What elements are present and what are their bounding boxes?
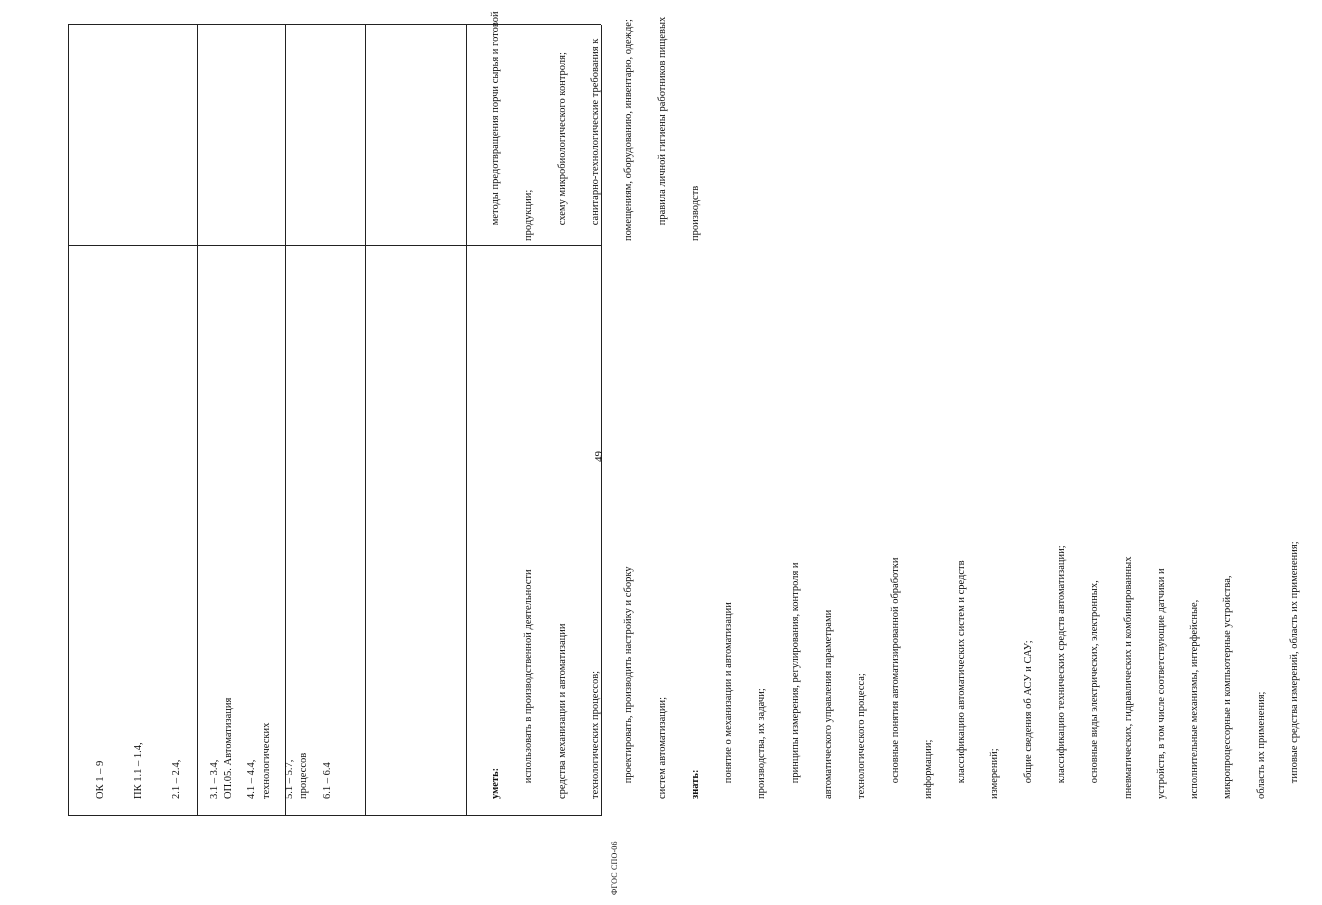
skills-line: средства механизации и автоматизации — [556, 623, 568, 799]
competency-line: ОК 1 – 9 — [95, 760, 107, 799]
competency-line: 6.1 – 6.4 — [321, 762, 333, 799]
knowledge-line: типовые средства измерений, область их применения; — [1288, 541, 1300, 799]
knowledge-line: микропроцессорные и компьютерные устройства, — [1222, 575, 1234, 799]
previous-line: продукции; — [523, 189, 535, 241]
previous-line: схему микробиологического контроля; — [556, 52, 568, 241]
discipline-line: процессов — [298, 752, 309, 799]
knowledge-line: область их применения; — [1255, 691, 1267, 799]
table-line-col-4 — [466, 25, 467, 816]
previous-line: производств — [689, 185, 701, 241]
knowledge-line: общие сведения об АСУ и САУ; — [1022, 640, 1034, 799]
previous-line: методы предотвращения порчи сырья и готовой — [490, 11, 502, 241]
skills-heading: уметь: — [490, 767, 502, 799]
table-line-right — [68, 24, 601, 25]
competency-line: 3.1 – 3.4, — [208, 759, 220, 799]
knowledge-heading: знать: — [689, 769, 701, 799]
competency-line: 5.1 – 5.7, — [284, 759, 296, 799]
knowledge-line: пневматических, гидравлических и комбинированных — [1122, 556, 1134, 799]
page-number: 49 — [593, 451, 605, 462]
competency-line: 2.1 – 2.4, — [170, 759, 182, 799]
discipline-line: ОП.05. Автоматизация — [223, 697, 234, 799]
skills-knowledge-text — [468, 254, 1322, 799]
previous-discipline-text — [468, 11, 723, 241]
table-line-top — [68, 25, 69, 816]
previous-line: санитарно-технологические требования к — [590, 38, 602, 241]
knowledge-line: автоматического управления параметрами — [823, 609, 834, 799]
table-line-row-split — [68, 245, 601, 246]
discipline-line: технологических — [260, 722, 272, 799]
table-line-left — [68, 815, 601, 816]
previous-line: правила личной гигиены работников пищевых — [656, 16, 668, 241]
skills-line: технологических процессов; — [590, 670, 602, 799]
knowledge-line: понятие о механизации и автоматизации — [723, 602, 735, 799]
table-line-col-3 — [365, 25, 366, 816]
knowledge-line: информации; — [922, 739, 934, 799]
knowledge-line: исполнительные механизмы, интерфейсные, — [1189, 599, 1201, 799]
knowledge-line: основные виды электрических, электронных, — [1089, 580, 1101, 799]
skills-line: использовать в производственной деятельности — [523, 569, 535, 799]
competency-codes — [70, 649, 360, 799]
knowledge-line: классификацию технических средств автоматизации; — [1055, 545, 1067, 799]
knowledge-line: измерений; — [989, 748, 1001, 799]
knowledge-line: классификацию автоматических систем и средств — [956, 560, 968, 799]
knowledge-line: технологического процесса; — [856, 673, 868, 799]
previous-line: помещениям, оборудованию, инвентарю, одежде; — [623, 19, 635, 241]
knowledge-line: принципы измерения, регулирования, контроля и — [789, 562, 801, 799]
skills-line: систем автоматизации; — [656, 696, 668, 799]
footer-standard-code: ФГОС СПО-06 — [610, 841, 619, 895]
competency-line: 4.1 – 4.4, — [246, 759, 258, 799]
knowledge-line: производства, их задачи; — [756, 688, 768, 799]
skills-line: проектировать, производить настройку и сборку — [623, 566, 635, 799]
knowledge-line: устройств, в том числе соответствующие датчики и — [1155, 568, 1167, 799]
knowledge-line: основные понятия автоматизированной обработки — [889, 557, 901, 799]
competency-line: ПК 1.1 – 1.4, — [132, 742, 144, 799]
